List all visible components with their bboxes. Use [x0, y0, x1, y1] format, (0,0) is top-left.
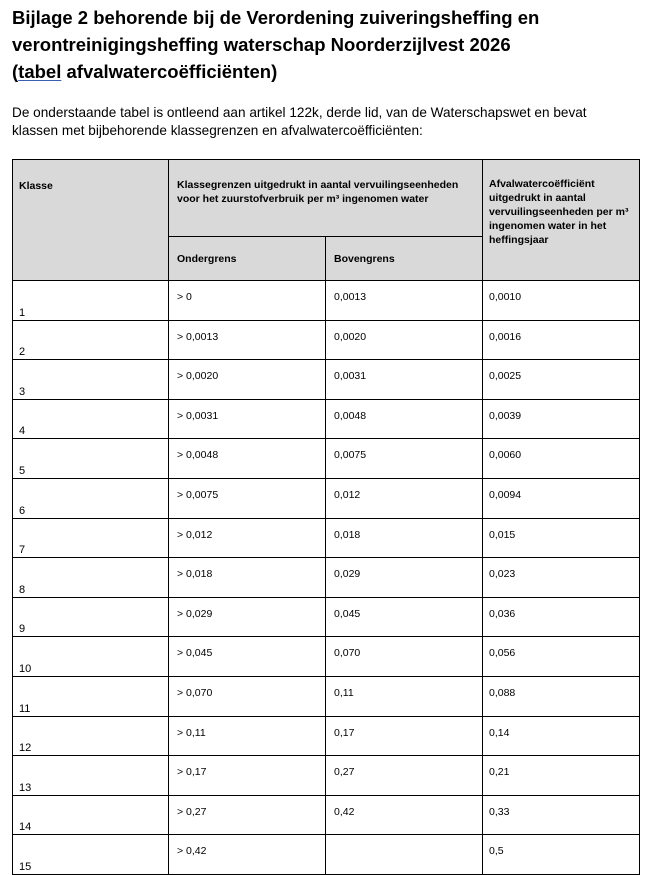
cell-ondergrens: > 0,42	[169, 835, 326, 875]
header-bovengrens: Bovengrens	[326, 237, 483, 281]
header-klasse: Klasse	[13, 160, 169, 281]
cell-afvalwatercoefficient: 0,023	[483, 558, 640, 598]
cell-ondergrens: > 0,0048	[169, 439, 326, 479]
header-ondergrens: Ondergrens	[169, 237, 326, 281]
cell-klasse: 12	[13, 716, 169, 756]
table-row	[13, 320, 640, 360]
cell-klasse: 14	[13, 795, 169, 835]
cell-afvalwatercoefficient: 0,5	[483, 835, 640, 875]
cell-bovengrens: 0,0020	[326, 320, 483, 360]
cell-bovengrens: 0,0013	[326, 281, 483, 321]
cell-ondergrens: > 0,11	[169, 716, 326, 756]
table-row	[13, 716, 640, 756]
cell-bovengrens: 0,018	[326, 518, 483, 558]
page-title	[12, 4, 652, 85]
title-line-1: Bijlage 2 behorende bij de Verordening zuiveringsheffing en	[12, 7, 540, 28]
cell-bovengrens: 0,17	[326, 716, 483, 756]
table-row	[13, 558, 640, 598]
cell-klasse: 1	[13, 281, 169, 321]
cell-klasse: 9	[13, 597, 169, 637]
table-row	[13, 478, 640, 518]
table-row	[13, 518, 640, 558]
table-row	[13, 597, 640, 637]
cell-afvalwatercoefficient: 0,14	[483, 716, 640, 756]
cell-afvalwatercoefficient: 0,21	[483, 756, 640, 796]
cell-klasse: 13	[13, 756, 169, 796]
cell-ondergrens: > 0,012	[169, 518, 326, 558]
cell-klasse: 15	[13, 835, 169, 875]
title-line-2: verontreinigingsheffing waterschap Noorderzijlvest 2026	[12, 34, 511, 55]
cell-bovengrens: 0,11	[326, 676, 483, 716]
table-row	[13, 281, 640, 321]
cell-afvalwatercoefficient: 0,015	[483, 518, 640, 558]
cell-ondergrens: > 0,17	[169, 756, 326, 796]
cell-klasse: 2	[13, 320, 169, 360]
title-line-3-prefix: (	[12, 61, 19, 82]
cell-bovengrens: 0,42	[326, 795, 483, 835]
intro-paragraph	[12, 104, 652, 140]
cell-ondergrens: > 0,018	[169, 558, 326, 598]
cell-afvalwatercoefficient: 0,0010	[483, 281, 640, 321]
cell-afvalwatercoefficient: 0,33	[483, 795, 640, 835]
cell-klasse: 4	[13, 399, 169, 439]
cell-bovengrens: 0,070	[326, 637, 483, 677]
cell-bovengrens: 0,0048	[326, 399, 483, 439]
cell-afvalwatercoefficient: 0,056	[483, 637, 640, 677]
cell-ondergrens: > 0,0031	[169, 399, 326, 439]
cell-ondergrens: > 0,070	[169, 676, 326, 716]
table-row	[13, 795, 640, 835]
table-row	[13, 835, 640, 875]
cell-bovengrens: 0,0031	[326, 360, 483, 400]
cell-afvalwatercoefficient: 0,0094	[483, 478, 640, 518]
intro-line-2: klassen met bijbehorende klassegrenzen en afvalwatercoëfficiënten:	[12, 123, 423, 138]
table-row	[13, 637, 640, 677]
cell-bovengrens: 0,0075	[326, 439, 483, 479]
cell-ondergrens: > 0,045	[169, 637, 326, 677]
header-afvalwatercoefficient: Afvalwatercoëfficiënt uitgedrukt in aantal vervuilingseenheden per m³ ingenomen water in het heffingsjaar	[483, 160, 640, 281]
intro-line-1: De onderstaande tabel is ontleend aan artikel 122k, derde lid, van de Waterschapswet en bevat	[12, 105, 587, 120]
table-body	[13, 281, 640, 875]
coefficient-table	[12, 159, 640, 875]
title-line-3-suffix: afvalwatercoëfficiënten)	[61, 61, 278, 82]
table-header-row	[13, 160, 640, 237]
cell-ondergrens: > 0,27	[169, 795, 326, 835]
table-row	[13, 676, 640, 716]
cell-klasse: 7	[13, 518, 169, 558]
cell-bovengrens: 0,012	[326, 478, 483, 518]
cell-afvalwatercoefficient: 0,0039	[483, 399, 640, 439]
table-row	[13, 439, 640, 479]
cell-bovengrens: 0,029	[326, 558, 483, 598]
cell-klasse: 3	[13, 360, 169, 400]
cell-klasse: 8	[13, 558, 169, 598]
header-klassegrenzen: Klassegrenzen uitgedrukt in aantal vervuilingseenheden voor het zuurstofverbruik per m³ ingenomen water	[169, 160, 483, 237]
cell-afvalwatercoefficient: 0,0016	[483, 320, 640, 360]
table-row	[13, 399, 640, 439]
cell-klasse: 6	[13, 478, 169, 518]
cell-afvalwatercoefficient: 0,036	[483, 597, 640, 637]
cell-klasse: 5	[13, 439, 169, 479]
cell-ondergrens: > 0,0013	[169, 320, 326, 360]
cell-afvalwatercoefficient: 0,0060	[483, 439, 640, 479]
cell-afvalwatercoefficient: 0,0025	[483, 360, 640, 400]
cell-afvalwatercoefficient: 0,088	[483, 676, 640, 716]
cell-bovengrens	[326, 835, 483, 875]
cell-ondergrens: > 0,0020	[169, 360, 326, 400]
tabel-link[interactable]: tabel	[18, 61, 62, 82]
cell-bovengrens: 0,27	[326, 756, 483, 796]
cell-klasse: 11	[13, 676, 169, 716]
cell-bovengrens: 0,045	[326, 597, 483, 637]
cell-ondergrens: > 0,0075	[169, 478, 326, 518]
table-row	[13, 756, 640, 796]
table-row	[13, 360, 640, 400]
cell-klasse: 10	[13, 637, 169, 677]
cell-ondergrens: > 0	[169, 281, 326, 321]
cell-ondergrens: > 0,029	[169, 597, 326, 637]
